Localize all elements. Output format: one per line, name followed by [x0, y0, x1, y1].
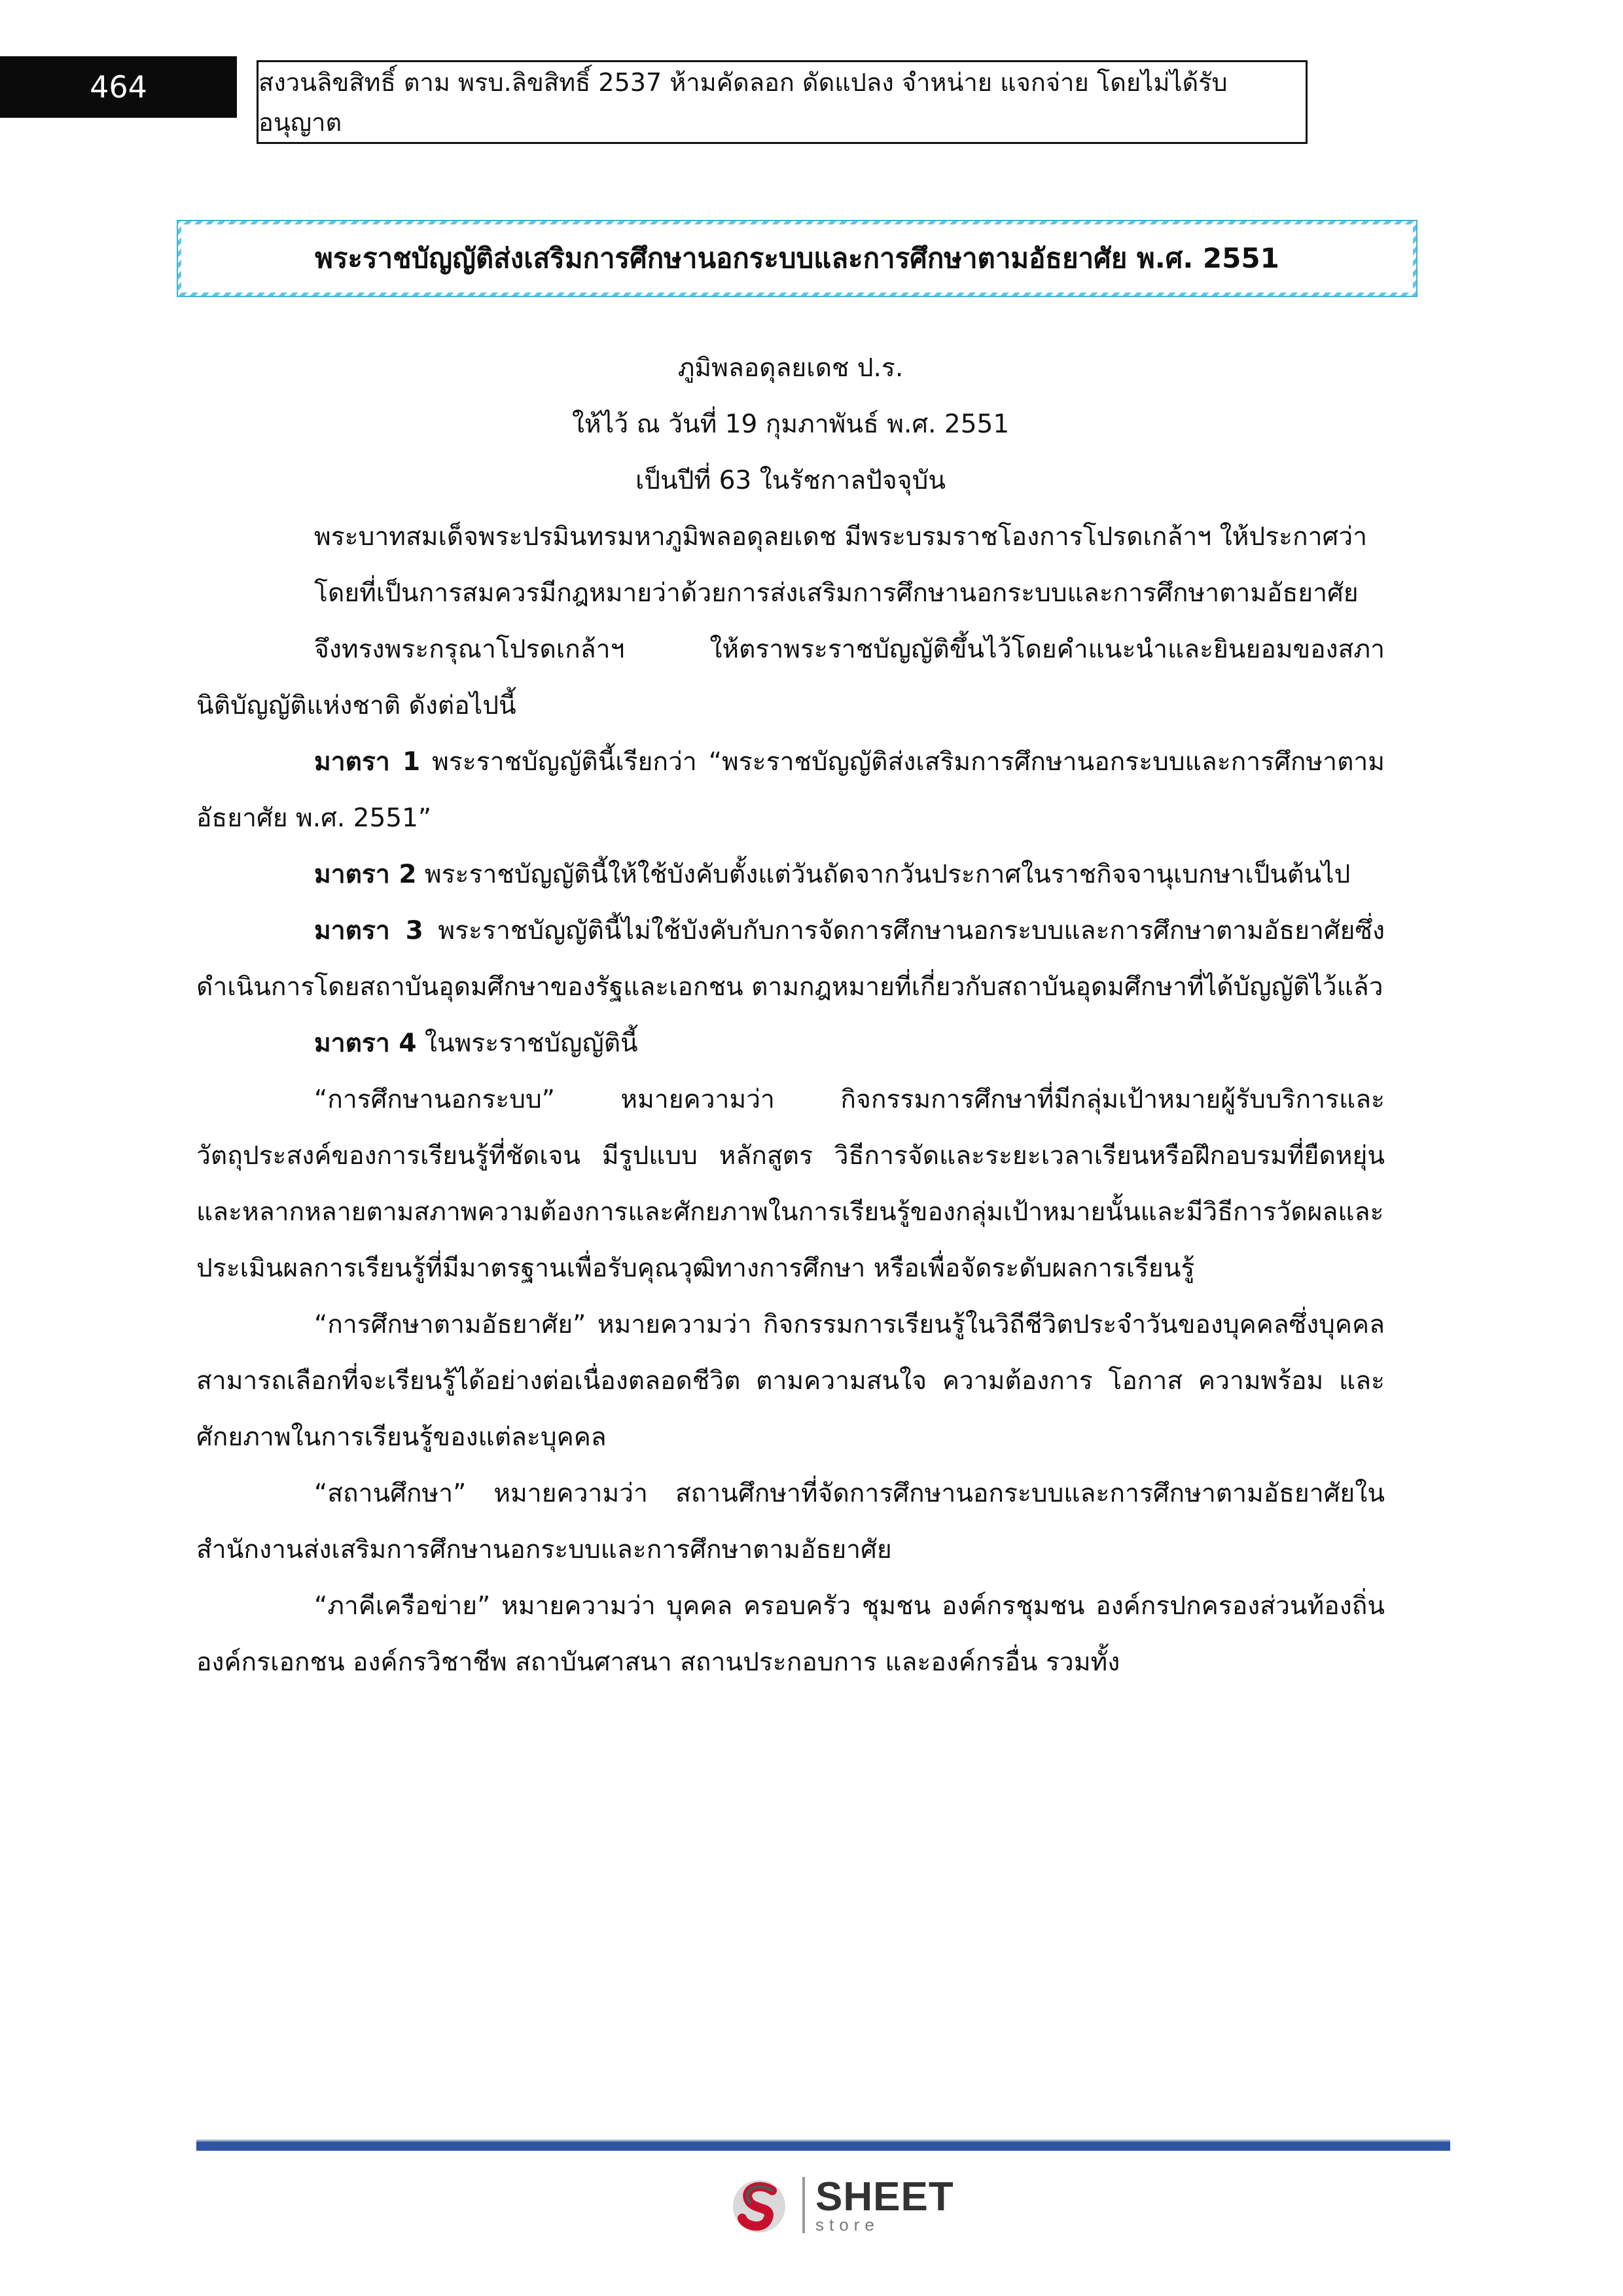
sheet-store-logo: [726, 2169, 954, 2241]
section-1: มาตรา 1 พระราชบัญญัตินี้เรียกว่า “พระราชบัญญัติส่งเสริมการศึกษานอกระบบและการศึกษาตามอัธยาศัย พ.ศ. 2551”: [196, 747, 1385, 833]
section-heading: มาตรา 1: [314, 747, 421, 777]
paragraph: โดยที่เป็นการสมควรมีกฎหมายว่าด้วยการส่งเสริมการศึกษานอกระบบและการศึกษาตามอัธยาศัย: [314, 578, 1359, 608]
page-number: 464: [0, 56, 237, 118]
document-title: พระราชบัญญัติส่งเสริมการศึกษานอกระบบและการศึกษาตามอัธยาศัย พ.ศ. 2551: [315, 242, 1279, 274]
logo-separator: [802, 2177, 805, 2233]
preamble-line-3: เป็นปีที่ 63 ในรัชกาลปัจจุบัน: [635, 466, 946, 495]
document-body: [196, 340, 1385, 1691]
logo-word: SHEET: [815, 2174, 954, 2219]
section-heading: มาตรา 3: [314, 916, 423, 945]
section-heading: มาตรา 4: [314, 1029, 417, 1058]
section-heading: มาตรา 2: [314, 860, 417, 889]
preamble-line-2: ให้ไว้ ณ วันที่ 19 กุมภาพันธ์ พ.ศ. 2551: [571, 410, 1010, 439]
definition-paragraph: “ภาคีเครือข่าย” หมายความว่า บุคคล ครอบครัว ชุมชน องค์กรชุมชน องค์กรปกครองส่วนท้องถิ่นองค์กรเอกชน องค์กรวิชาชีพ สถาบันศาสนา สถานประกอบการ และองค์กรอื่น รวมทั้ง: [196, 1591, 1385, 1677]
footer-rule: [196, 2140, 1450, 2151]
section-2: มาตรา 2 พระราชบัญญัตินี้ให้ใช้บังคับตั้งแต่วันถัดจากวันประกาศในราชกิจจานุเบกษาเป็นต้นไป: [314, 860, 1351, 889]
copyright-header: [257, 60, 1308, 144]
logo-wordmark: [815, 2174, 954, 2234]
preamble-line-1: ภูมิพลอดุลยเดช ป.ร.: [677, 353, 904, 383]
definition-paragraph: “สถานศึกษา” หมายความว่า สถานศึกษาที่จัดการศึกษานอกระบบและการศึกษาตามอัธยาศัยในสำนักงานส่งเสริมการศึกษานอกระบบและการศึกษาตามอัธยาศัย: [196, 1479, 1385, 1564]
paragraph: จึงทรงพระกรุณาโปรดเกล้าฯ ให้ตราพระราชบัญญัติขึ้นไว้โดยคำแนะนำและยินยอมของสภานิติบัญญัติแห่งชาติ ดังต่อไปนี้: [196, 635, 1385, 720]
logo-subword: store: [815, 2215, 880, 2234]
section-3: มาตรา 3 พระราชบัญญัตินี้ไม่ใช้บังคับกับการจัดการศึกษานอกระบบและการศึกษาตามอัธยาศัยซึ่งดำเนินการโดยสถาบันอุดมศึกษาของรัฐและเอกชน ตามกฎหมายที่เกี่ยวกับสถาบันอุดมศึกษาที่ได้บัญญัติไว้แล้ว: [196, 916, 1385, 1002]
paragraph: พระบาทสมเด็จพระปรมินทรมหาภูมิพลอดุลยเดช มีพระบรมราชโองการโปรดเกล้าฯ ให้ประกาศว่า: [314, 522, 1368, 552]
section-4: มาตรา 4 ในพระราชบัญญัตินี้: [314, 1029, 638, 1058]
copyright-notice: สงวนลิขสิทธิ์ ตาม พรบ.ลิขสิทธิ์ 2537 ห้ามคัดลอก ดัดแปลง จำหน่าย แจกจ่าย โดยไม่ได้รับอนุญาต: [259, 68, 1228, 137]
document-title-box: [177, 220, 1418, 297]
definition-paragraph: “การศึกษานอกระบบ” หมายความว่า กิจกรรมการศึกษาที่มีกลุ่มเป้าหมายผู้รับบริการและวัตถุประสงค์ของการเรียนรู้ที่ชัดเจน มีรูปแบบ หลักสูตร วิธีการจัดและระยะเวลาเรียนหรือฝึกอบรมที่ยืดหยุ่นและหลากหลายตามสภาพความต้องการและศักยภาพในการเรียนรู้ของกลุ่มเป้าหมายนั้นและมีวิธีการวัดผลและประเมินผลการเรียนรู้ที่มีมาตรฐานเพื่อรับคุณวุฒิทางการศึกษา หรือเพื่อจัดระดับผลการเรียนรู้: [196, 1085, 1385, 1283]
definition-paragraph: “การศึกษาตามอัธยาศัย” หมายความว่า กิจกรรมการเรียนรู้ในวิถีชีวิตประจำวันของบุคคลซึ่งบุคคลสามารถเลือกที่จะเรียนรู้ได้อย่างต่อเนื่องตลอดชีวิต ตามความสนใจ ความต้องการ โอกาส ความพร้อม และศักยภาพในการเรียนรู้ของแต่ละบุคคล: [196, 1310, 1385, 1452]
s-logo-icon: [726, 2172, 792, 2238]
